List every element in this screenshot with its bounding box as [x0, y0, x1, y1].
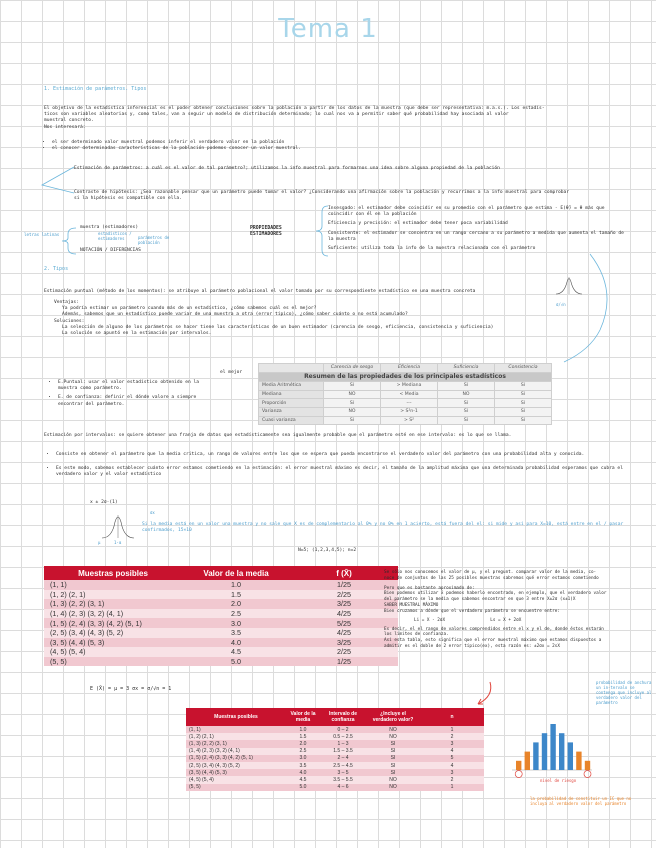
- contraste-hipotesis-note: Contraste de hipótesis: ¿Sea razonable pensar que un parámetro puede tomar el valor? ¿Considerando una afirmación sobre la población y recurrimos a la info muestral para comprobar si la hipótesis es compatible con ella.: [74, 190, 570, 202]
- table-row: (1, 3) (2, 2) (3, 1) 2.0 3/25: [44, 599, 398, 609]
- prob-note-orange: la probabilidad de constituir un IC que no incluya al verdadero valor del parámetro: [530, 796, 632, 806]
- table-cell: 1 – 3: [320, 740, 366, 747]
- bar: [585, 761, 590, 770]
- intro-paragraph: El objetivo de la estadística inferencial es el poder obtener conclusiones sobre la población a partir de los datos de la muestra (que debe ser representativa: m.a.s.). Los estadís- ticos son variables aleatorias y, como tales, van a seguir un modelo de distribución determinado; lo cual nos va a permitir saber qué probabilidad hay asociada al valor muestral concreto. Nos interesará:: [44, 106, 545, 130]
- table-cell: NO: [366, 784, 420, 791]
- puntual-subnotes: Ventajas: Ya podría estimar un parámetro cuando más de un estadístico, ¿cómo sabemos cuál es el mejor? Además, sabemos que un estadístico puede variar de una muestra a otra (error típico), ¿cómo saber cuánto o no está acumulado? Soluciones: La selección de alguno de los parámetros se hacer tiene las características de un buen estimador (carencia de sesgo, eficiencia, consistencia y suficiencia) La solución se apuntó en la estimación por intervalos.: [54, 300, 494, 337]
- table-row: [186, 726, 484, 733]
- table-row: Cuasi varianza Sí > S² Sí Sí: [259, 416, 552, 425]
- ls-formula: Ls = X + 2σX: [490, 617, 522, 623]
- bar: [533, 742, 538, 770]
- risk-marker: [515, 771, 522, 778]
- risk-marker: [584, 771, 591, 778]
- bar: [542, 733, 547, 770]
- table-row: [186, 755, 484, 762]
- table-cell: 2.0: [286, 740, 320, 747]
- sketch-label-alpha: 1-α: [114, 540, 122, 545]
- intervals-col-ci: Intervalo de confianza: [320, 708, 366, 726]
- table-cell: 4.5: [286, 776, 320, 783]
- table-row: Mediana NO < Media NO Sí: [259, 390, 552, 399]
- right-notes: Se sólo nos conocemos el valor de μ, y el pregunt. comparar valor de la media, co- noce de conjuntos de las 25 posibles muestras sabremos qué error estamos cometiendo Pero que es bastante aproximado de: Bien podemos utilizar x̄ podemos haberlo encontrado, en ejemplo, que el verdadero valor del parámetro se la media que sabemos encontrar en que 3 entre X±2σ (x±1)X SABER MUESTRAL MÁXIMO Bien cruzamos a dónde que el verdadero parámetro se encuentre entre: Li = X - 2σX Ls = X + 2σX Es decir, el el rango de valores comprendidos entre el x y el de, donde éstos estarán los límites de confianza. Así esta tabla, esto significa que el error muestral máximo que estamos dispuestos a admitir es el doble de 2 error típico(ex), esta razón es: ±2σx = 2sX: [384, 570, 607, 649]
- table-row: (1, 1) 1.0 1/25: [44, 580, 398, 590]
- table-cell: (1, 3) (2, 2) (3, 1): [186, 740, 286, 747]
- table-cell: (1, 4) (2, 3) (3, 2) (4, 1): [186, 748, 286, 755]
- table-row: [186, 748, 484, 755]
- table-cell: 1.0: [286, 726, 320, 733]
- table-cell: 0 – 2: [320, 726, 366, 733]
- samples-table: [44, 566, 398, 666]
- intervalos-bullets: • Consiste en obtener el parámetro que la media critica, un rango de valores entre los que se espera que pueda encontrarse el verdadero valor del parámetro con una probabilidad alta y conocida. • Es este modo, sabemos establecer cuánto error estamos cometiendo en la estimación: el error muestral máximo es decir, el tamaño de la amplitud máxima que una determinada probabilidad esperamos que cubra el verdadero valor y el valor estadístico: [48, 452, 638, 479]
- table-cell: 1: [420, 726, 484, 733]
- estadisticos-label: estadísticos / estimadores: [98, 231, 132, 241]
- table-cell: 1.5 – 3.5: [320, 748, 366, 755]
- table-cell: NO: [366, 776, 420, 783]
- table-cell: 2.5: [286, 748, 320, 755]
- intervals-table-wrap: [186, 708, 484, 791]
- bar: [516, 761, 521, 770]
- intro-bullets: • el ser determinado valor muestral podemos inferir el verdadero valor en la población • el conocer determinadas características de la población podemos conocer un valor muestral.: [44, 140, 604, 152]
- table-row: (1, 5) (2, 4) (3, 3) (4, 2) (5, 1) 3.0 5/25: [44, 618, 398, 628]
- table-cell: 4: [420, 748, 484, 755]
- table-row: Media Aritmética Sí > Mediana Sí Sí: [259, 381, 552, 390]
- propiedades-heading: PROPIEDADES ESTIMADORES: [250, 226, 282, 238]
- sketch-label-mu: μ: [98, 540, 101, 545]
- page-title: Tema 1: [278, 14, 378, 44]
- summary-header-row: Carencia de sesgo Eficiencia Suficiencia Consistencia: [259, 364, 552, 373]
- intervals-col-includes: ¿Incluye el verdadero valor?: [366, 708, 420, 726]
- samples-col-header: Muestras posibles: [44, 566, 182, 580]
- mean-col-header: Valor de la media: [182, 566, 290, 580]
- section-heading-2: 2. Tipos: [44, 266, 69, 272]
- table-row: (1, 4) (2, 3) (3, 2) (4, 1) 2.5 4/25: [44, 609, 398, 619]
- notacion-label: NOTACIÓN / DIFERENCIAS: [80, 248, 141, 253]
- table-row: (5, 5) 5.0 1/25: [44, 657, 398, 667]
- bar: [568, 742, 573, 770]
- table-row: [186, 784, 484, 791]
- intervals-col-mean: Valor de la media: [286, 708, 320, 726]
- normal-label: σ/√n: [556, 302, 566, 307]
- table-cell: 5: [420, 755, 484, 762]
- distribution-sketch-icon: [100, 512, 136, 542]
- table-cell: 0.5 – 2.5: [320, 733, 366, 740]
- table-row: (4, 5) (5, 4) 4.5 2/25: [44, 647, 398, 657]
- table-row: [186, 733, 484, 740]
- table-cell: (1, 2) (2, 1): [186, 733, 286, 740]
- expected-value-formula: E (X̄) = μ = 3 σx = σ/√n = 1: [90, 686, 172, 692]
- intervals-col-n: n: [420, 708, 484, 726]
- table-cell: SI: [366, 740, 420, 747]
- branch-arrows: [36, 160, 76, 220]
- mejor-note: el mejor: [220, 370, 243, 375]
- table-cell: (4, 5) (5, 4): [186, 776, 286, 783]
- table-cell: 3.5 – 5.5: [320, 776, 366, 783]
- summary-caption: Resumen de las propiedades de los principales estadísticos: [259, 372, 552, 381]
- table-cell: 2: [420, 776, 484, 783]
- prob-note-blue: probabilidad de anchura un in-tervalo se contenga que incluye al verdadero valor del parámetro: [596, 680, 652, 705]
- intervals-table: [186, 708, 484, 791]
- n-formula: N=5; (1,2,3,4,5); n=2: [298, 548, 357, 553]
- table-cell: SI: [366, 769, 420, 776]
- table-cell: NO: [366, 733, 420, 740]
- bar: [525, 752, 530, 770]
- table-row: (3, 5) (4, 4) (5, 3) 4.0 3/25: [44, 638, 398, 648]
- left-brace: [58, 226, 78, 256]
- table-cell: NO: [366, 726, 420, 733]
- table-row: [186, 740, 484, 747]
- propiedades-brace: [310, 204, 330, 258]
- left-notes: • E.Puntual: usar el valor estadístico obtenido en la muestra como parámetro. • E. de confianza: definir el dónde valore a siempre encontrar del parámetro.: [50, 380, 200, 408]
- table-cell: 3: [420, 769, 484, 776]
- bar: [550, 724, 555, 770]
- freq-col-header: f (X̄): [290, 566, 398, 580]
- parametros-label: parámetros de población: [138, 235, 170, 245]
- table-cell: 4.0: [286, 769, 320, 776]
- table-cell: 5.0: [286, 784, 320, 791]
- summary-table-wrap: [258, 363, 552, 425]
- table-row: Proporción Sí --- Sí Sí: [259, 399, 552, 408]
- ic-formula: x ± 2σ·(1): [90, 500, 118, 505]
- table-cell: (5, 5): [186, 784, 286, 791]
- frequency-bar-chart: [510, 712, 594, 778]
- normal-curve-icon: [554, 274, 584, 298]
- table-cell: 1: [420, 784, 484, 791]
- table-row: [186, 762, 484, 769]
- table-cell: SI: [366, 755, 420, 762]
- table-row: [186, 776, 484, 783]
- table-cell: (1, 1): [186, 726, 286, 733]
- table-cell: 2 – 4: [320, 755, 366, 762]
- samples-table-wrap: [44, 566, 398, 666]
- table-row: (1, 2) (2, 1) 1.5 2/25: [44, 590, 398, 600]
- red-arrow-icon: [468, 680, 498, 710]
- table-cell: 4 – 6: [320, 784, 366, 791]
- table-cell: 3: [420, 740, 484, 747]
- table-row: (2, 5) (3, 4) (4, 3) (5, 2) 3.5 4/25: [44, 628, 398, 638]
- table-cell: 3.0: [286, 755, 320, 762]
- table-cell: SI: [366, 748, 420, 755]
- table-cell: 2.5 – 4.5: [320, 762, 366, 769]
- intervalos-note: Estimación por intervalos: se quiere obtener una franja de datos que estadísticamente sea igualmente probable que el parámetro esté en ese intervalo: es lo que se llama.: [44, 433, 512, 438]
- li-formula: Li = X - 2σX: [414, 617, 446, 623]
- table-cell: SI: [366, 762, 420, 769]
- bar: [559, 733, 564, 770]
- intervals-col-samples: Muestras posibles: [186, 708, 286, 726]
- sketch-label-sigma: σx: [150, 510, 155, 515]
- latin-letters-note: letras latinas: [24, 232, 60, 237]
- formula-note: Si la media está en un valor una muestra y no sale que X es de complementario al 0% y no 0% en 1 acierto, está fuera del el: si mide y así para X=10, está entre en el / pasar confirmados, 15×10: [142, 522, 624, 534]
- table-cell: (1, 5) (2, 4) (3, 3) (4, 2) (5, 1): [186, 755, 286, 762]
- table-cell: 1.5: [286, 733, 320, 740]
- table-row: [186, 769, 484, 776]
- propiedades-list: Insesgado: el estimador debe coincidir en su promedio con el parámetro que estima · E(θ̂) = θ más que coincidir con él en la población Eficiencia y precisión: el estimador debe tener poca variabilidad Consistente: el estimador se concentra en un rango cercano a su parámetro a medida que aumenta el tamaño de la muestra Suficiente: utiliza toda la info de la muestra relacionada con el parámetro: [328, 206, 624, 252]
- table-cell: (2, 5) (3, 4) (4, 3) (5, 2): [186, 762, 286, 769]
- bar: [576, 752, 581, 770]
- table-cell: 3.5: [286, 762, 320, 769]
- table-cell: 3 – 5: [320, 769, 366, 776]
- curved-arrow: [560, 250, 620, 370]
- table-cell: 4: [420, 762, 484, 769]
- muestra-label: muestra (estimadores): [80, 225, 139, 230]
- puntual-note: Estimación puntual (método de los momentos): se atribuye al parámetro poblacional el valor tomado por su correspondiente estadístico en una muestra concreta: [44, 289, 476, 294]
- section-heading-1: 1. Estimación de parámetros. Tipos: [44, 86, 147, 92]
- nivel-riesgo-label: nivel de riesgo: [540, 778, 577, 783]
- estimacion-parametros-note: Estimación de parámetros: a cuál es el valor de tal parámetro?; utilizamos la info muestral para formarnos una idea sobre alguna propiedad de la población: [74, 166, 500, 171]
- table-cell: 2: [420, 733, 484, 740]
- summary-table: [258, 363, 552, 425]
- table-cell: (3, 5) (4, 4) (5, 3): [186, 769, 286, 776]
- table-row: Varianza NO > S²n-1 Sí Sí: [259, 407, 552, 416]
